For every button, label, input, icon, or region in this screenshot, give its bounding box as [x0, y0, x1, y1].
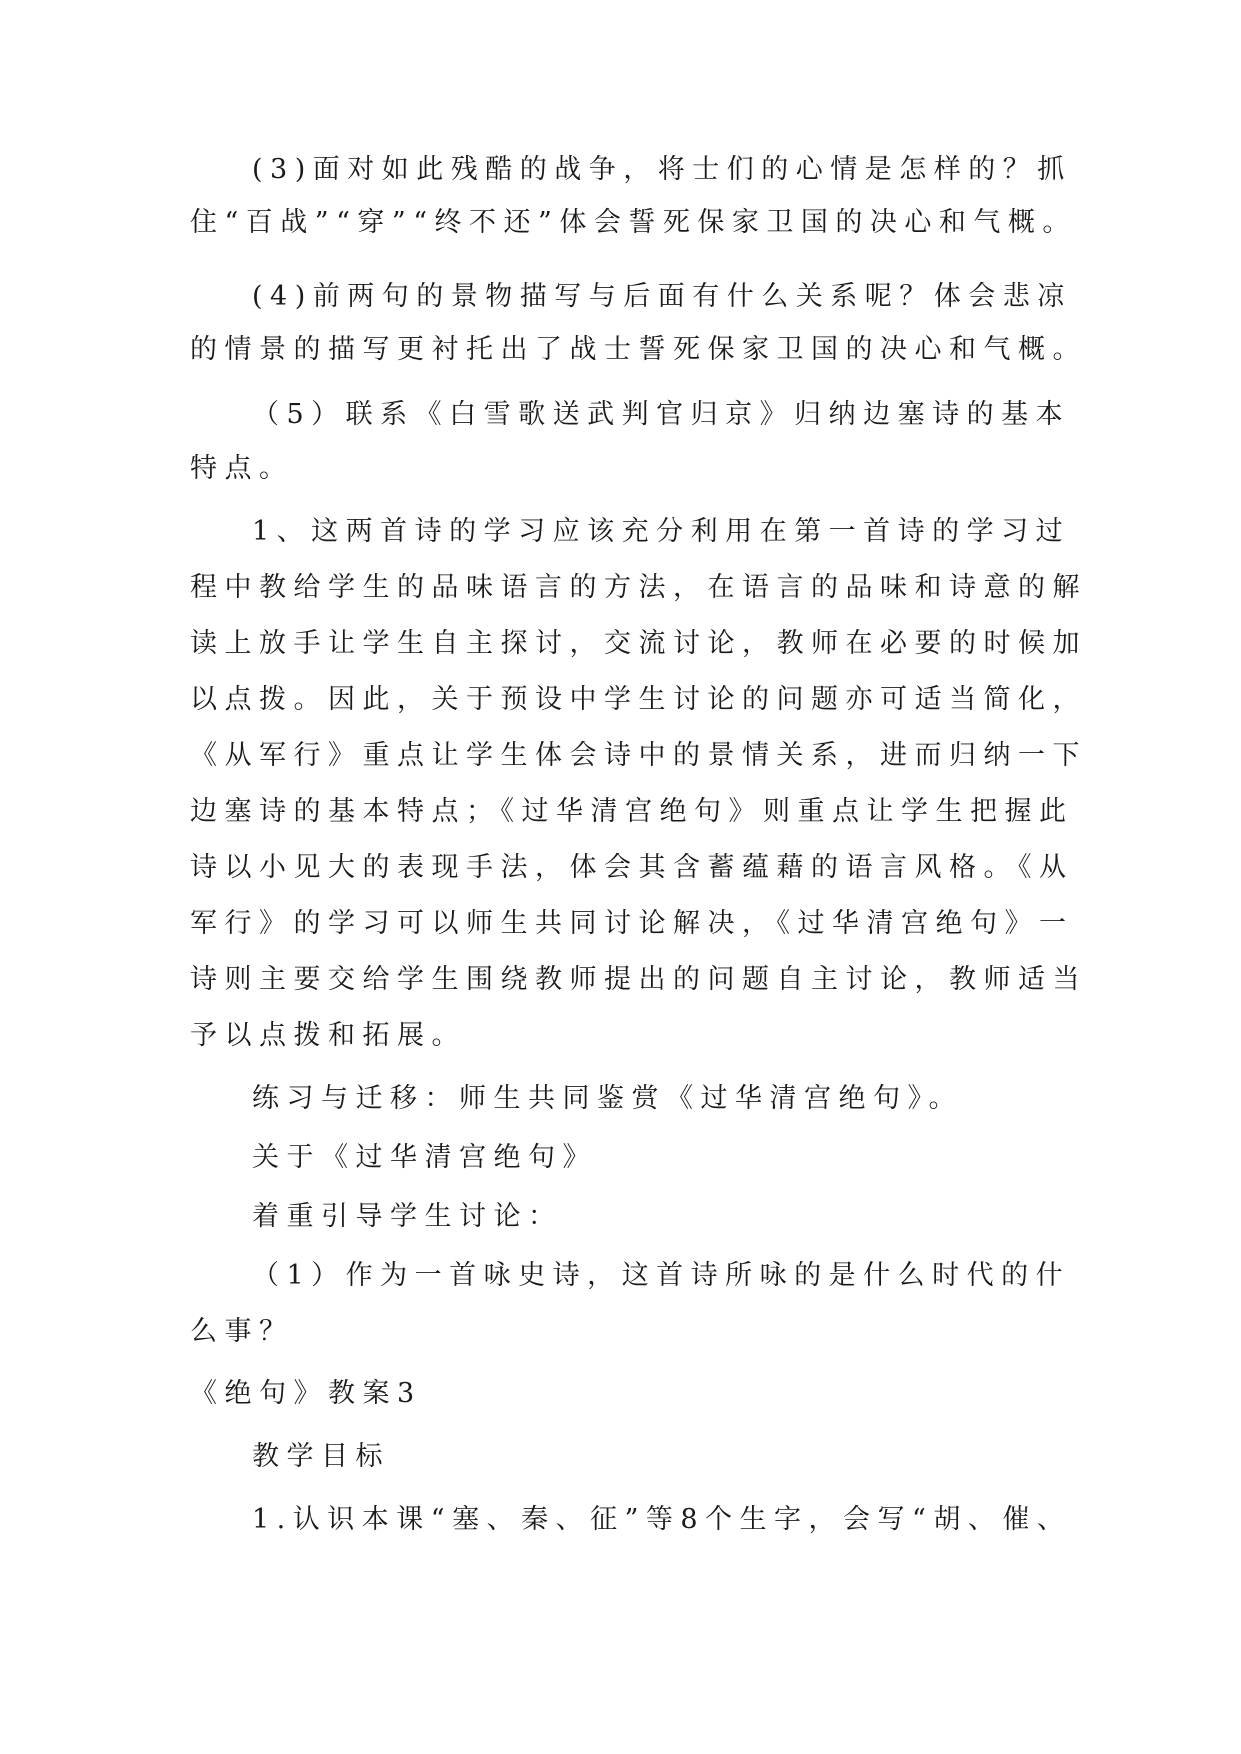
paragraph-line: （5）联系《白雪歌送武判官归京》归纳边塞诗的基本 — [252, 399, 1071, 430]
subsection-heading: 教学目标 — [252, 1441, 390, 1472]
paragraph-line: 诗以小见大的表现手法，体会其含蓄蕴藉的语言风格。《从 — [190, 852, 1074, 883]
section-heading: 《绝句》教案3 — [190, 1378, 422, 1409]
paragraph-line: 《从军行》重点让学生体会诗中的景情关系，进而归纳一下 — [190, 740, 1087, 771]
paragraph-line: 程中教给学生的品味语言的方法，在语言的品味和诗意的解 — [190, 572, 1087, 603]
paragraph-line: 关于《过华清宫绝句》 — [252, 1142, 597, 1173]
paragraph-line: 军行》的学习可以师生共同讨论解决，《过华清宫绝句》一 — [190, 908, 1074, 939]
paragraph-line: 特点。 — [190, 453, 294, 484]
paragraph-line: （1）作为一首咏史诗，这首诗所咏的是什么时代的什 — [252, 1260, 1071, 1291]
paragraph-line: 1、这两首诗的学习应该充分利用在第一首诗的学习过 — [252, 516, 1071, 547]
paragraph-line: 住“百战”“穿”“终不还”体会誓死保家卫国的决心和气概。 — [190, 207, 1077, 238]
paragraph-line: 诗则主要交给学生围绕教师提出的问题自主讨论，教师适当 — [190, 964, 1087, 995]
paragraph-line: 练习与迁移：师生共同鉴赏《过华清宫绝句》。 — [252, 1083, 963, 1114]
paragraph-line: 么事？ — [190, 1316, 294, 1347]
paragraph-line: 的情景的描写更衬托出了战士誓死保家卫国的决心和气概。 — [190, 334, 1087, 365]
paragraph-line: 予以点拨和拓展。 — [190, 1020, 466, 1051]
paragraph-line: 着重引导学生讨论： — [252, 1201, 563, 1232]
paragraph-line: (3)面对如此残酷的战争，将士们的心情是怎样的？抓 — [252, 154, 1072, 185]
paragraph-line: 读上放手让学生自主探讨，交流讨论，教师在必要的时候加 — [190, 628, 1087, 659]
paragraph-line: 以点拨。因此，关于预设中学生讨论的问题亦可适当简化， — [190, 684, 1087, 715]
paragraph-line: (4)前两句的景物描写与后面有什么关系呢？体会悲凉 — [252, 281, 1072, 312]
paragraph-line: 1.认识本课“塞、秦、征”等8个生字，会写“胡、催、 — [252, 1504, 1072, 1535]
paragraph-line: 边塞诗的基本特点；《过华清宫绝句》则重点让学生把握此 — [190, 796, 1074, 827]
